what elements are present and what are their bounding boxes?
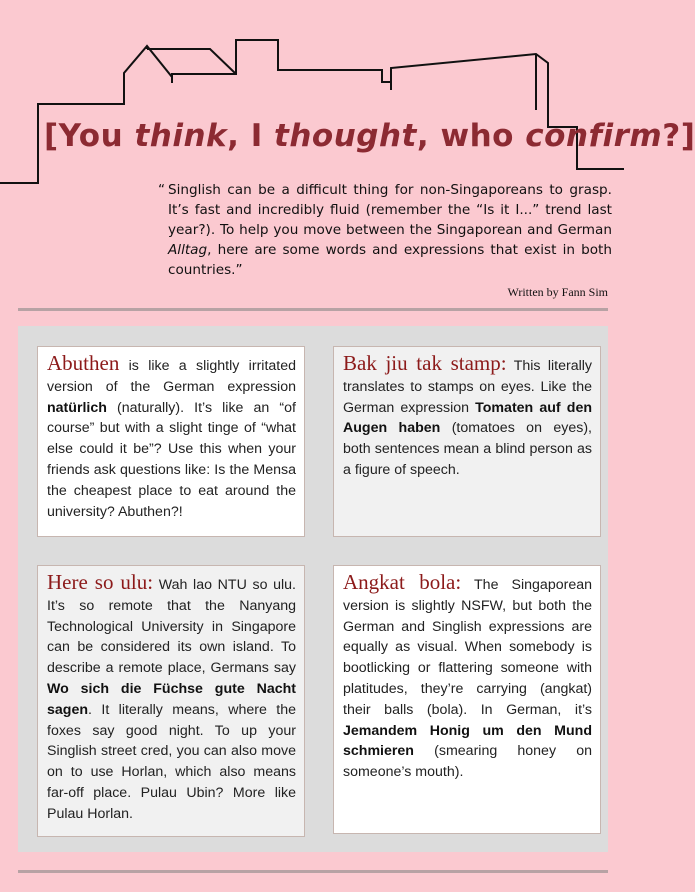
intro-text: “ Singlish can be a difficult thing for non-Singaporeans to grasp. It’s fast and incredibly fluid (remember the “Is it I...” trend last year?). To help you move between the Singaporean and German Alltag, here are some words and expressions that exist in both countries.” bbox=[158, 182, 612, 278]
entry-abuthen: Abuthen is like a slightly irritated version of the German expression natürlich (naturally). It’s like an “of course” but with a slight tinge of “what else could it be”? Use this when your friends ask questions like: Is the Mensa the cheapest place to eat around the university? Abuthen?! bbox=[37, 346, 305, 537]
byline: Written by Fann Sim bbox=[507, 285, 608, 299]
entry-here-so-ulu: Here so ulu: Wah lao NTU so ulu. It’s so remote that the Nanyang Technological University in Singapore can be considered its own island. To describe a remote place, Germans say Wo sich die Füchse gute Nacht sagen. It literally means, where the foxes say good night. To up your Singlish street cred, you can also move on to use Horlan, which also means far-off place. Pulau Ubin? More like Pulau Horlan. bbox=[37, 565, 305, 837]
divider-top bbox=[18, 308, 608, 311]
entry-term: Here so ulu: bbox=[47, 570, 154, 594]
entry-term: Bak jiu tak stamp: bbox=[343, 351, 507, 375]
entry-angkat-bola: Angkat bola: The Singaporean version is slightly NSFW, but both the German and Singlish expressions are equally as visual. When somebody is bootlicking or flattering someone with platitudes, they’re carrying (angkat) their balls (bola). In German, it’s Jemandem Honig um den Mund schmieren (smearing honey on someone’s mouth). bbox=[333, 565, 601, 834]
entry-term: Abuthen bbox=[47, 351, 120, 375]
divider-bottom bbox=[18, 870, 608, 873]
page-title: [You think, I thought, who confirm?] bbox=[44, 118, 695, 154]
quote-mark: “ bbox=[158, 182, 166, 198]
entries-panel bbox=[18, 326, 608, 852]
entry-bak-jiu-tak-stamp: Bak jiu tak stamp: This literally translates to stamps on eyes. Like the German expression Tomaten auf den Augen haben (tomatoes on eyes), both sentences mean a blind person as a figure of speech. bbox=[333, 346, 601, 537]
skyline-illustration bbox=[0, 0, 695, 190]
entry-term: Angkat bola: bbox=[343, 570, 462, 594]
